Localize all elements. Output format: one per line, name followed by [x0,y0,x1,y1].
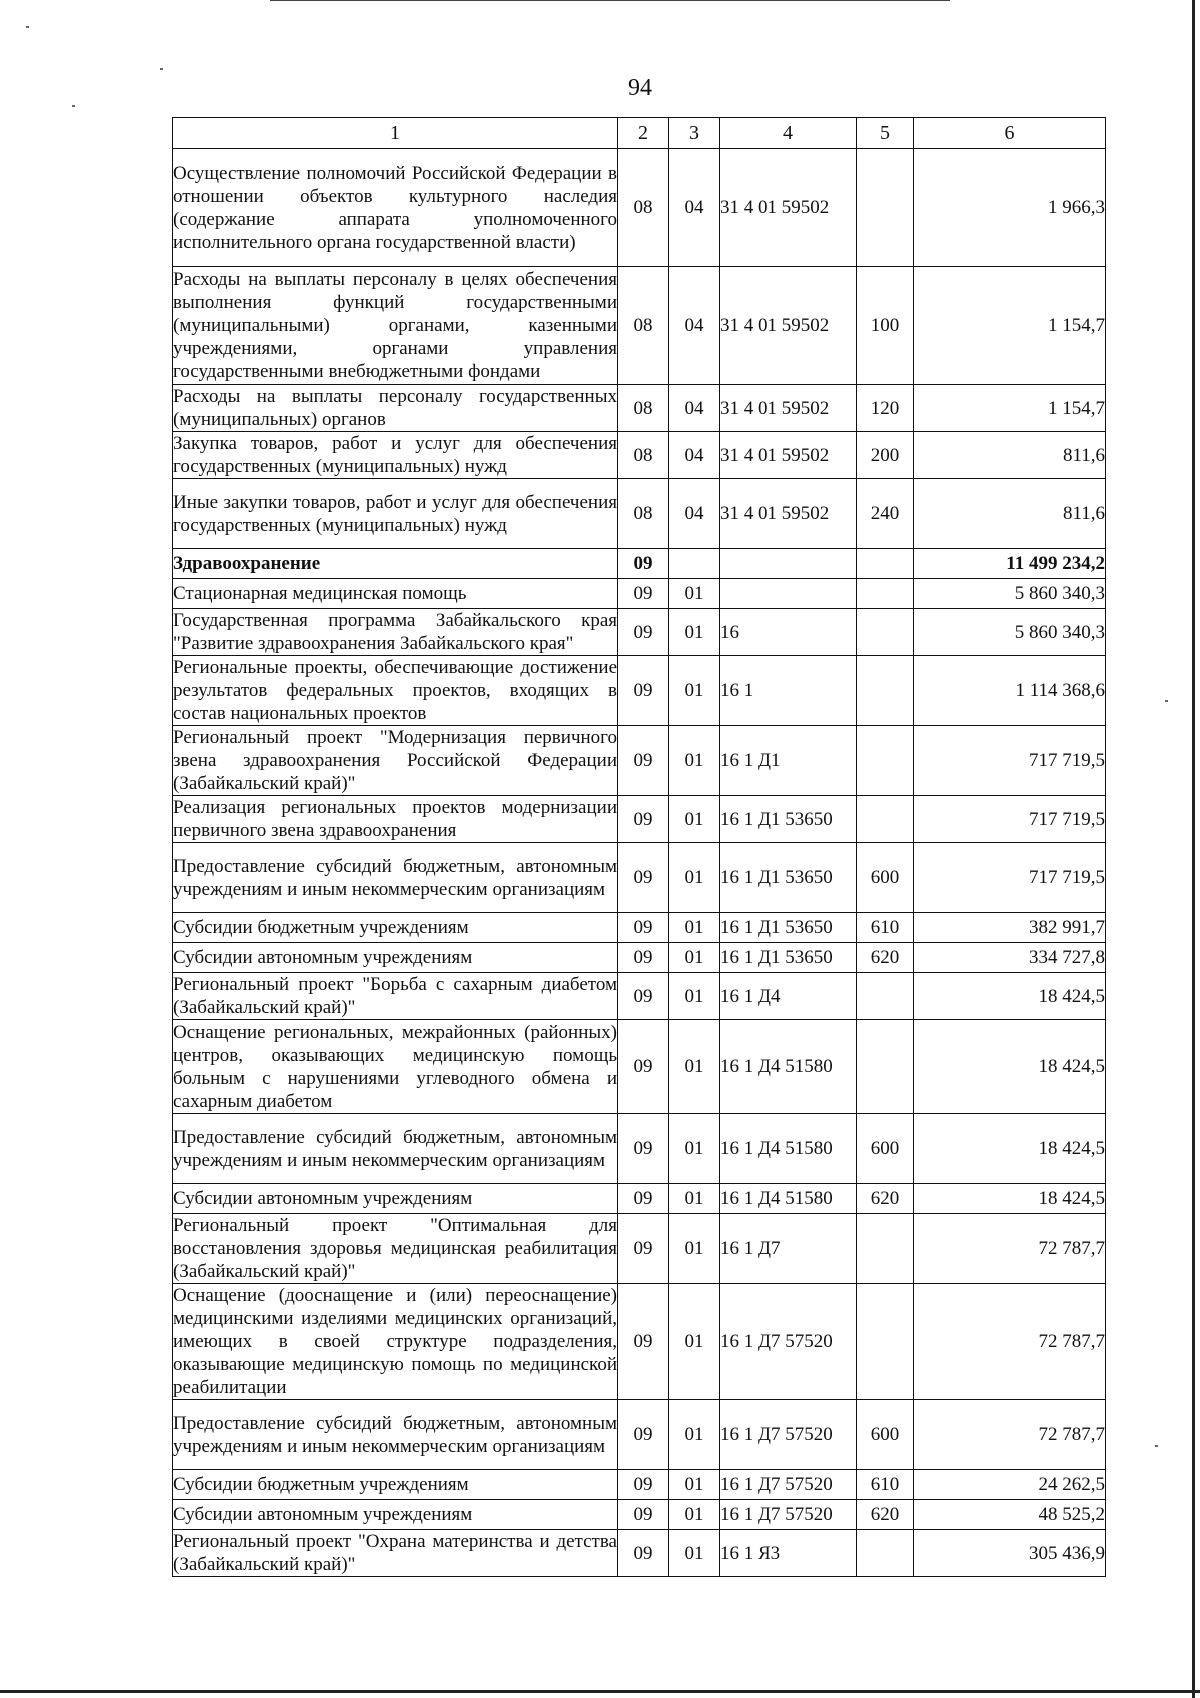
row-target-code-cell [720,549,857,579]
row-section-cell: 09 [618,579,669,609]
table-row [173,943,1106,973]
row-expense-type-cell: 100 [857,267,914,385]
row-section-cell: 09 [618,726,669,796]
header-col-4: 4 [720,118,857,149]
row-subsection-cell: 01 [669,609,720,656]
row-target-code-cell: 16 1 Я3 [720,1530,857,1577]
scan-speck [26,26,29,28]
row-target-code-cell: 16 [720,609,857,656]
table-row [173,843,1106,913]
table-row [173,579,1106,609]
row-target-code-cell: 16 1 Д4 51580 [720,1020,857,1114]
row-subsection-cell: 01 [669,1284,720,1400]
row-target-code-cell: 16 1 [720,656,857,726]
row-expense-type-cell: 620 [857,1184,914,1214]
row-subsection-cell: 04 [669,267,720,385]
row-target-code-cell: 16 1 Д4 51580 [720,1114,857,1184]
table-row [173,973,1106,1020]
row-name-cell: Субсидии автономным учреждениям [173,1500,618,1530]
table-header-row [173,118,1106,149]
row-target-code-cell: 16 1 Д7 57520 [720,1400,857,1470]
row-amount-cell: 382 991,7 [914,913,1106,943]
row-section-cell: 09 [618,1400,669,1470]
header-col-5: 5 [857,118,914,149]
row-amount-cell: 717 719,5 [914,796,1106,843]
row-name-cell: Оснащение (дооснащение и (или) переоснащение) медицинскими изделиями медицинских организаций, имеющих в своей структуре подразделения, оказывающие медицинскую помощь по медицинской реабилитации [173,1285,617,1398]
row-name-cell: Государственная программа Забайкальского края "Развитие здравоохранения Забайкальского края" [173,610,617,654]
row-name-cell: Оснащение региональных, межрайонных (районных) центров, оказывающих медицинскую помощь больным с нарушениями углеводного обмена и сахарным диабетом [173,1021,617,1112]
table-row [173,1284,1106,1400]
row-expense-type-cell: 610 [857,913,914,943]
row-subsection-cell: 01 [669,726,720,796]
row-amount-cell: 305 436,9 [914,1530,1106,1577]
row-expense-type-cell [857,796,914,843]
row-name-cell: Расходы на выплаты персоналу государственных (муниципальных) органов [173,386,617,430]
row-amount-cell: 18 424,5 [914,973,1106,1020]
row-amount-cell: 717 719,5 [914,726,1106,796]
row-expense-type-cell: 600 [857,1400,914,1470]
row-name-cell: Расходы на выплаты персоналу в целях обеспечения выполнения функций государственными (муниципальными) органами, казенными учреждениями, органами управления государственными внебюджетными фондами [173,267,618,385]
row-subsection-cell: 01 [669,1500,720,1530]
table-row [173,432,1106,479]
row-subsection-cell: 01 [669,1400,720,1470]
row-amount-cell: 48 525,2 [914,1500,1106,1530]
row-expense-type-cell: 620 [857,1500,914,1530]
row-section-cell: 08 [618,479,669,549]
row-amount-cell: 72 787,7 [914,1214,1106,1284]
row-expense-type-cell [857,656,914,726]
row-section-cell: 08 [618,385,669,432]
row-expense-type-cell [857,579,914,609]
row-target-code-cell: 16 1 Д4 [720,973,857,1020]
row-target-code-cell: 16 1 Д1 [720,726,857,796]
table-row [173,479,1106,549]
table-row [173,796,1106,843]
header-col-3: 3 [669,118,720,149]
row-section-cell: 09 [618,913,669,943]
row-amount-cell: 18 424,5 [914,1114,1106,1184]
row-section-cell: 08 [618,267,669,385]
scan-edge-right [1192,0,1195,1698]
row-target-code-cell: 16 1 Д7 57520 [720,1284,857,1400]
row-expense-type-cell: 600 [857,1114,914,1184]
table-row [173,267,1106,385]
row-subsection-cell: 01 [669,579,720,609]
row-name-cell: Субсидии бюджетным учреждениям [173,1470,618,1500]
row-subsection-cell [669,549,720,579]
row-expense-type-cell: 200 [857,432,914,479]
row-subsection-cell: 01 [669,1530,720,1577]
row-amount-cell: 5 860 340,3 [914,579,1106,609]
table-row [173,1184,1106,1214]
row-section-cell: 09 [618,1530,669,1577]
row-section-cell: 09 [618,1214,669,1284]
row-target-code-cell: 31 4 01 59502 [720,267,857,385]
row-expense-type-cell [857,1020,914,1114]
row-name-cell: Предоставление субсидий бюджетным, автономным учреждениям и иным некоммерческим организациям [173,1114,618,1184]
row-amount-cell: 18 424,5 [914,1184,1106,1214]
row-amount-cell: 334 727,8 [914,943,1106,973]
row-amount-cell: 24 262,5 [914,1470,1106,1500]
row-section-cell: 09 [618,1184,669,1214]
row-target-code-cell: 16 1 Д7 [720,1214,857,1284]
scan-speck [160,68,163,70]
row-subsection-cell: 01 [669,973,720,1020]
row-section-cell: 08 [618,432,669,479]
row-section-cell: 09 [618,1470,669,1500]
row-expense-type-cell [857,149,914,267]
table-row [173,1114,1106,1184]
row-subsection-cell: 01 [669,1184,720,1214]
row-target-code-cell: 16 1 Д1 53650 [720,843,857,913]
row-amount-cell: 72 787,7 [914,1400,1106,1470]
row-expense-type-cell [857,1530,914,1577]
table-row [173,149,1106,267]
header-col-1: 1 [173,118,618,149]
row-amount-cell: 1 114 368,6 [914,656,1106,726]
row-subsection-cell: 01 [669,913,720,943]
row-name-cell: Иные закупки товаров, работ и услуг для обеспечения государственных (муниципальных) нужд [173,479,618,549]
row-subsection-cell: 04 [669,479,720,549]
row-subsection-cell: 01 [669,843,720,913]
row-section-cell: 09 [618,943,669,973]
header-col-6: 6 [914,118,1106,149]
row-section-cell: 09 [618,1114,669,1184]
table-row [173,1470,1106,1500]
scan-speck [72,105,75,107]
row-target-code-cell: 16 1 Д1 53650 [720,943,857,973]
row-amount-cell: 811,6 [914,432,1106,479]
row-expense-type-cell: 620 [857,943,914,973]
row-section-cell: 09 [618,1020,669,1114]
row-name-cell: Здравоохранение [173,549,618,579]
row-expense-type-cell [857,1284,914,1400]
row-name-cell: Региональный проект "Охрана материнства и детства (Забайкальский край)" [173,1531,617,1575]
row-name-cell: Осуществление полномочий Российской Федерации в отношении объектов культурного наследия (содержание аппарата уполномоченного исполнительного органа государственной власти) [173,149,618,267]
row-subsection-cell: 04 [669,149,720,267]
row-name-cell: Предоставление субсидий бюджетным, автономным учреждениям и иным некоммерческим организациям [173,843,618,913]
row-section-cell: 09 [618,609,669,656]
table-row [173,913,1106,943]
table-row [173,726,1106,796]
page-number: 94 [628,75,652,101]
row-subsection-cell: 01 [669,796,720,843]
row-name-cell: Субсидии автономным учреждениям [173,943,618,973]
table-row [173,1214,1106,1284]
row-target-code-cell: 31 4 01 59502 [720,432,857,479]
row-target-code-cell: 16 1 Д7 57520 [720,1470,857,1500]
budget-table [172,117,1106,1577]
scan-edge-bottom [0,1690,1200,1693]
row-subsection-cell: 01 [669,1114,720,1184]
row-name-cell: Субсидии бюджетным учреждениям [173,913,618,943]
scan-speck [1155,1445,1158,1447]
scan-edge-top [270,0,950,1]
row-name-cell: Региональный проект "Модернизация первичного звена здравоохранения Российской Федерации (Забайкальский край)" [173,727,617,794]
row-expense-type-cell [857,726,914,796]
row-amount-cell: 72 787,7 [914,1284,1106,1400]
row-expense-type-cell [857,973,914,1020]
row-name-cell: Закупка товаров, работ и услуг для обеспечения государственных (муниципальных) нужд [173,433,617,477]
table-row [173,609,1106,656]
table-row [173,1500,1106,1530]
row-amount-cell: 811,6 [914,479,1106,549]
table-row [173,1400,1106,1470]
table-row [173,1530,1106,1577]
row-name-cell: Региональные проекты, обеспечивающие достижение результатов федеральных проектов, входящих в состав национальных проектов [173,657,617,724]
row-expense-type-cell: 120 [857,385,914,432]
row-target-code-cell: 16 1 Д1 53650 [720,913,857,943]
row-subsection-cell: 01 [669,1470,720,1500]
table-row [173,1020,1106,1114]
row-amount-cell: 1 154,7 [914,267,1106,385]
row-amount-cell: 11 499 234,2 [914,549,1106,579]
row-expense-type-cell: 240 [857,479,914,549]
row-target-code-cell: 16 1 Д4 51580 [720,1184,857,1214]
table-row [173,656,1106,726]
row-subsection-cell: 04 [669,432,720,479]
table-row [173,385,1106,432]
row-subsection-cell: 04 [669,385,720,432]
row-section-cell: 09 [618,973,669,1020]
row-section-cell: 08 [618,149,669,267]
row-name-cell: Региональный проект "Оптимальная для восстановления здоровья медицинская реабилитация (Забайкальский край)" [173,1215,617,1282]
row-amount-cell: 18 424,5 [914,1020,1106,1114]
table-row [173,549,1106,579]
row-target-code-cell: 31 4 01 59502 [720,479,857,549]
row-name-cell: Предоставление субсидий бюджетным, автономным учреждениям и иным некоммерческим организациям [173,1400,618,1470]
row-name-cell: Субсидии автономным учреждениям [173,1184,618,1214]
row-subsection-cell: 01 [669,1020,720,1114]
row-subsection-cell: 01 [669,1214,720,1284]
row-target-code-cell: 31 4 01 59502 [720,149,857,267]
row-target-code-cell: 16 1 Д1 53650 [720,796,857,843]
row-section-cell: 09 [618,843,669,913]
row-expense-type-cell: 600 [857,843,914,913]
row-expense-type-cell [857,609,914,656]
row-amount-cell: 1 154,7 [914,385,1106,432]
row-target-code-cell [720,579,857,609]
row-section-cell: 09 [618,656,669,726]
row-target-code-cell: 16 1 Д7 57520 [720,1500,857,1530]
row-name-cell: Стационарная медицинская помощь [173,579,618,609]
row-amount-cell: 5 860 340,3 [914,609,1106,656]
row-name-cell: Реализация региональных проектов модернизации первичного звена здравоохранения [173,797,617,841]
row-expense-type-cell: 610 [857,1470,914,1500]
row-section-cell: 09 [618,1284,669,1400]
row-amount-cell: 717 719,5 [914,843,1106,913]
row-name-cell: Региональный проект "Борьба с сахарным диабетом (Забайкальский край)" [173,974,617,1018]
row-section-cell: 09 [618,1500,669,1530]
scan-speck [1165,700,1168,702]
row-subsection-cell: 01 [669,656,720,726]
row-subsection-cell: 01 [669,943,720,973]
row-expense-type-cell [857,549,914,579]
header-col-2: 2 [618,118,669,149]
row-section-cell: 09 [618,796,669,843]
row-expense-type-cell [857,1214,914,1284]
row-target-code-cell: 31 4 01 59502 [720,385,857,432]
row-section-cell: 09 [618,549,669,579]
row-amount-cell: 1 966,3 [914,149,1106,267]
